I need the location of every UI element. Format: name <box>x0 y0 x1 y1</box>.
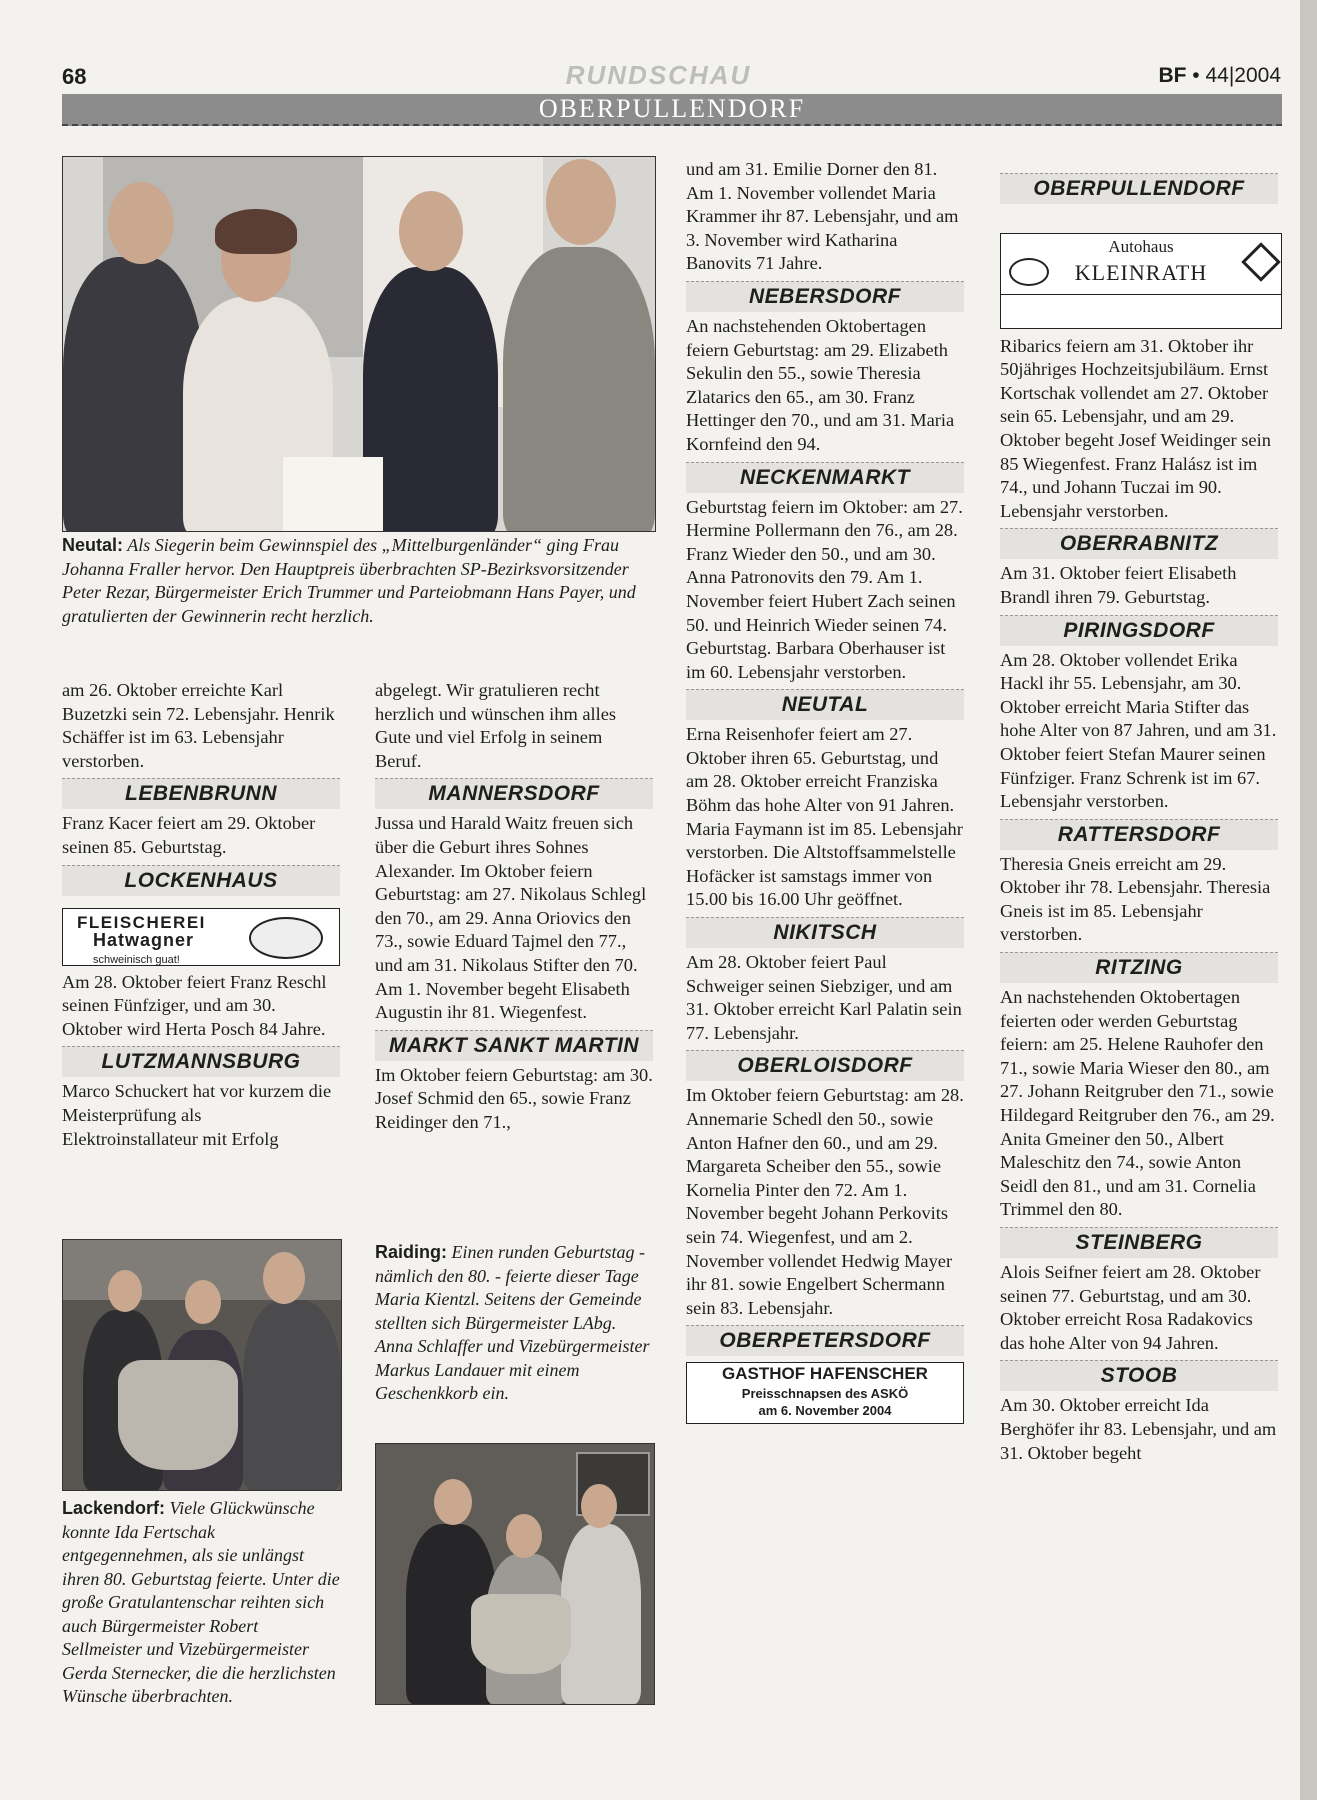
person-figure <box>363 267 498 532</box>
ad-gasthof <box>686 1362 964 1424</box>
mazda-logo-icon <box>1009 258 1049 286</box>
heading-neutal: NEUTAL <box>686 689 964 720</box>
person-figure <box>561 1524 641 1704</box>
caption-raiding <box>375 1241 655 1406</box>
hair <box>215 209 297 254</box>
article-text: Ribarics feiern am 31. Oktober ihr 50jähriges Hochzeitsjubiläum. Ernst Kortschak vollendet am 27. Oktober sein 65. Lebensjahr, und am 29. Oktober begeht Josef Weidinger sein 85 Wiegenfest. Franz Halász ist im 74., und Johann Tuczai im 90. Lebensjahr verstorben. <box>1000 335 1271 521</box>
article-text: Marco Schuckert hat vor kurzem die Meisterprüfung als Elektroinstallateur mit Erfolg <box>62 1081 332 1149</box>
issue-info: BF • 44|2004 <box>1158 64 1281 87</box>
article-text: An nachstehenden Oktobertagen feierten oder werden Geburtstag feiern: am 25. Helene Rauhofer den 71., sowie Maria Wieser den 80., am 27. Johann Reitgruber den 71., sowie Hildegard Reitgruber den 76., am 29. Anita Gmeiner den 50., Albert Maleschitz den 74., sowie Anton Seidl den 81., und am 31. Cornelia Trimmel den 80. <box>1000 987 1275 1220</box>
caption-text: Als Siegerin beim Gewinnspiel des „Mittelburgenländer“ ging Frau Johanna Fraller hervor. Den Hauptpreis überbrachten SP-Bezirksvorsitzender Peter Rezar, Bürgermeister Erich Trummer und Parteiobmann Hans Payer, und gratulierten der Gewinnerin recht herzlich. <box>62 535 636 626</box>
ad-line: Preisschnapsen des ASKÖ <box>741 1386 909 1402</box>
pig-logo-icon <box>249 917 323 959</box>
heading-nebersdorf: NEBERSDORF <box>686 281 964 312</box>
heading-stoob: STOOB <box>1000 1360 1278 1391</box>
ad-line: schweinisch guat! <box>93 953 180 966</box>
caption-neutal <box>62 534 654 628</box>
gift-basket <box>471 1594 571 1674</box>
heading-piringsdorf: PIRINGSDORF <box>1000 615 1278 646</box>
column-4 <box>1000 168 1278 1465</box>
paper-name: BF <box>1158 64 1187 87</box>
article-text: Erna Reisenhofer feiert am 27. Oktober ihren 65. Geburtstag, und am 28. Oktober erreicht Franziska Böhm das hohe Alter von 91 Jahren. Maria Faymann ist im 85. Lebensjahr verstorben. Die Altstoffsammelstelle Hofäcker ist samstags immer von 15.00 bis 16.00 Uhr geöffnet. <box>686 724 963 910</box>
heading-neckenmarkt: NECKENMARKT <box>686 462 964 493</box>
caption-text: Viele Glückwünsche konnte Ida Fertschak entgegennehmen, als sie unlängst ihren 80. Geburtstag feierte. Unter die große Gratulantenschar reihten sich auch Bürgermeister Robert Sellmeister und Vizebürgermeister Gerda Sternecker, die die herzlichsten Wünsche überbrachten. <box>62 1498 340 1706</box>
article-text: Am 31. Oktober feiert Elisabeth Brandl ihren 79. Geburtstag. <box>1000 563 1237 607</box>
article-text: Jussa und Harald Waitz freuen sich über die Geburt ihres Sohnes Alexander. Im Oktober feiern Geburtstag: am 27. Nikolaus Schlegl den 70., am 29. Anna Oriovics den 73., sowie Eduard Tajmel den 77., und am 31. Nikolaus Stifter den 70. Am 1. November begeht Elisabeth Augustin ihr 81. Wiegenfest. <box>375 813 647 1023</box>
column-1 <box>62 679 340 1151</box>
person-head <box>108 182 174 264</box>
ad-line: am 6. November 2004 <box>758 1403 892 1419</box>
heading-steinberg: STEINBERG <box>1000 1227 1278 1258</box>
article-text: abgelegt. Wir gratulieren recht herzlich und wünschen ihm alles Gute und viel Erfolg in seinem Beruf. <box>375 680 617 771</box>
person-head <box>434 1479 472 1525</box>
caption-lackendorf <box>62 1497 342 1709</box>
article-text: Am 30. Oktober erreicht Ida Berghöfer ihr 83. Lebensjahr, und am 31. Oktober begeht <box>1000 1395 1277 1463</box>
caption-place: Neutal: <box>62 535 124 555</box>
ad-line: GASTHOF HAFENSCHER <box>722 1364 928 1384</box>
heading-lebenbrunn: LEBENBRUNN <box>62 778 340 809</box>
heading-markt-sankt-martin: MARKT SANKT MARTIN <box>375 1030 653 1061</box>
article-text: und am 31. Emilie Dorner den 81. Am 1. November vollendet Maria Krammer ihr 87. Lebensjahr, und am 3. November wird Katharina Banovits 71 Jahre. <box>686 159 959 274</box>
gift-basket <box>118 1360 238 1470</box>
ad-line: Autohaus <box>1108 237 1174 256</box>
article-text: Theresia Gneis erreicht am 29. Oktober ihr 78. Lebensjahr. Theresia Gneis ist im 85. Lebensjahr verstorben. <box>1000 853 1271 945</box>
person-figure <box>243 1300 341 1490</box>
region-band <box>62 94 1282 126</box>
ad-fleischerei <box>62 908 340 966</box>
person-head <box>185 1280 221 1324</box>
person-head <box>263 1252 305 1304</box>
section-title: RUNDSCHAU <box>565 60 752 90</box>
heading-nikitsch: NIKITSCH <box>686 917 964 948</box>
article-text: An nachstehenden Oktobertagen feiern Geburtstag: am 29. Elizabeth Sekulin den 55., sowie Theresia Zlatarics den 65., am 30. Franz Hettinger den 70., und am 31. Maria Kornfeind den 94. <box>686 315 955 454</box>
ad-line: FLEISCHEREI <box>77 912 206 932</box>
heading-lockenhaus: LOCKENHAUS <box>62 865 340 896</box>
heading-rattersdorf: RATTERSDORF <box>1000 819 1278 850</box>
article-text: Am 28. Oktober feiert Franz Reschl seinen Fünfziger, und am 30. Oktober wird Herta Posch 84 Jahre. <box>62 971 327 1039</box>
heading-oberloisdorf: OBERLOISDORF <box>686 1050 964 1081</box>
article-text: am 26. Oktober erreichte Karl Buzetzki sein 72. Lebensjahr. Henrik Schäffer ist im 63. Lebensjahr verstorben. <box>62 680 335 771</box>
person-head <box>399 191 463 271</box>
article-text: Alois Seifner feiert am 28. Oktober seinen 77. Geburtstag, und am 30. Oktober erreicht Rosa Radakovics das hohe Alter von 94 Jahren. <box>1000 1262 1261 1353</box>
article-text: Franz Kacer feiert am 29. Oktober seinen 85. Geburtstag. <box>62 813 316 857</box>
article-text: Im Oktober feiern Geburtstag: am 30. Josef Schmid den 65., sowie Franz Reidinger den 71., <box>375 1064 653 1132</box>
ad-line: Hatwagner <box>93 929 195 950</box>
article-text: Am 28. Oktober feiert Paul Schweiger seinen Siebziger, und am 31. Oktober erreicht Karl Palatin sein 77. Lebensjahr. <box>686 952 962 1043</box>
heading-oberpetersdorf: OBERPETERSDORF <box>686 1325 964 1356</box>
column-3 <box>686 158 964 1424</box>
ad-autohaus-box <box>1000 233 1282 295</box>
photo-lackendorf <box>62 1239 342 1491</box>
person-head <box>108 1270 142 1312</box>
region-title: OBERPULLENDORF <box>538 94 806 123</box>
column-2 <box>375 679 653 1135</box>
person-figure <box>63 257 203 532</box>
caption-place: Raiding: <box>375 1242 447 1262</box>
person-figure <box>503 247 655 532</box>
person-head <box>546 159 616 245</box>
caption-text: Einen runden Geburtstag - nämlich den 80. - feierte dieser Tage Maria Kientzl. Seitens der Gemeinde stellten sich Bürgermeister LAbg. Anna Schlaffer und Vizebürgermeister Markus Landauer mit einem Geschenkkorb ein. <box>375 1242 650 1403</box>
certificate <box>283 457 383 531</box>
person-head <box>581 1484 617 1528</box>
article-text: Geburtstag feiern im Oktober: am 27. Hermine Pollermann den 76., am 28. Franz Wieder den 50., und am 30. Anna Patronovits den 79. Am 1. November feiert Hubert Zach seinen 50. und Heinrich Wieder seinen 74. Geburtstag. Barbara Oberhauser ist im 60. Lebensjahr verstorben. <box>686 496 963 682</box>
heading-oberpullendorf: OBERPULLENDORF <box>1000 173 1278 204</box>
article-text: Im Oktober feiern Geburtstag: am 28. Annemarie Schedl den 50., sowie Anton Hafner den 60., und am 29. Margareta Scheiber den 55., sowie Kornelia Pinter den 72. Am 1. November begeht Johann Perkovits sein 74. Wiegenfest, und am 2. November vollendet Hedwig Mayer ihr 81. sowie Engelbert Schermann sein 83. Lebensjahr. <box>686 1085 964 1318</box>
photo-neutal <box>62 156 656 532</box>
heading-lutzmannsburg: LUTZMANNSBURG <box>62 1046 340 1077</box>
photo-raiding <box>375 1443 655 1705</box>
heading-oberrabnitz: OBERRABNITZ <box>1000 528 1278 559</box>
caption-place: Lackendorf: <box>62 1498 166 1518</box>
person-head <box>506 1514 542 1558</box>
article-text: Am 28. Oktober vollendet Erika Hackl ihr 55. Lebensjahr, am 30. Oktober erreicht Maria Stifter das hohe Alter von 87 Jahren, und am 31. Oktober feiert Stefan Maurer seinen Fünfziger. Franz Schrenk ist im 67. Lebensjahr verstorben. <box>1000 649 1277 812</box>
issue-number: 44|2004 <box>1205 64 1281 87</box>
page-number: 68 <box>62 64 87 89</box>
ad-slot <box>62 899 340 971</box>
ad-line: KLEINRATH <box>1074 260 1208 285</box>
page-edge-shadow <box>1300 0 1317 1800</box>
heading-mannersdorf: MANNERSDORF <box>375 778 653 809</box>
heading-ritzing: RITZING <box>1000 952 1278 983</box>
